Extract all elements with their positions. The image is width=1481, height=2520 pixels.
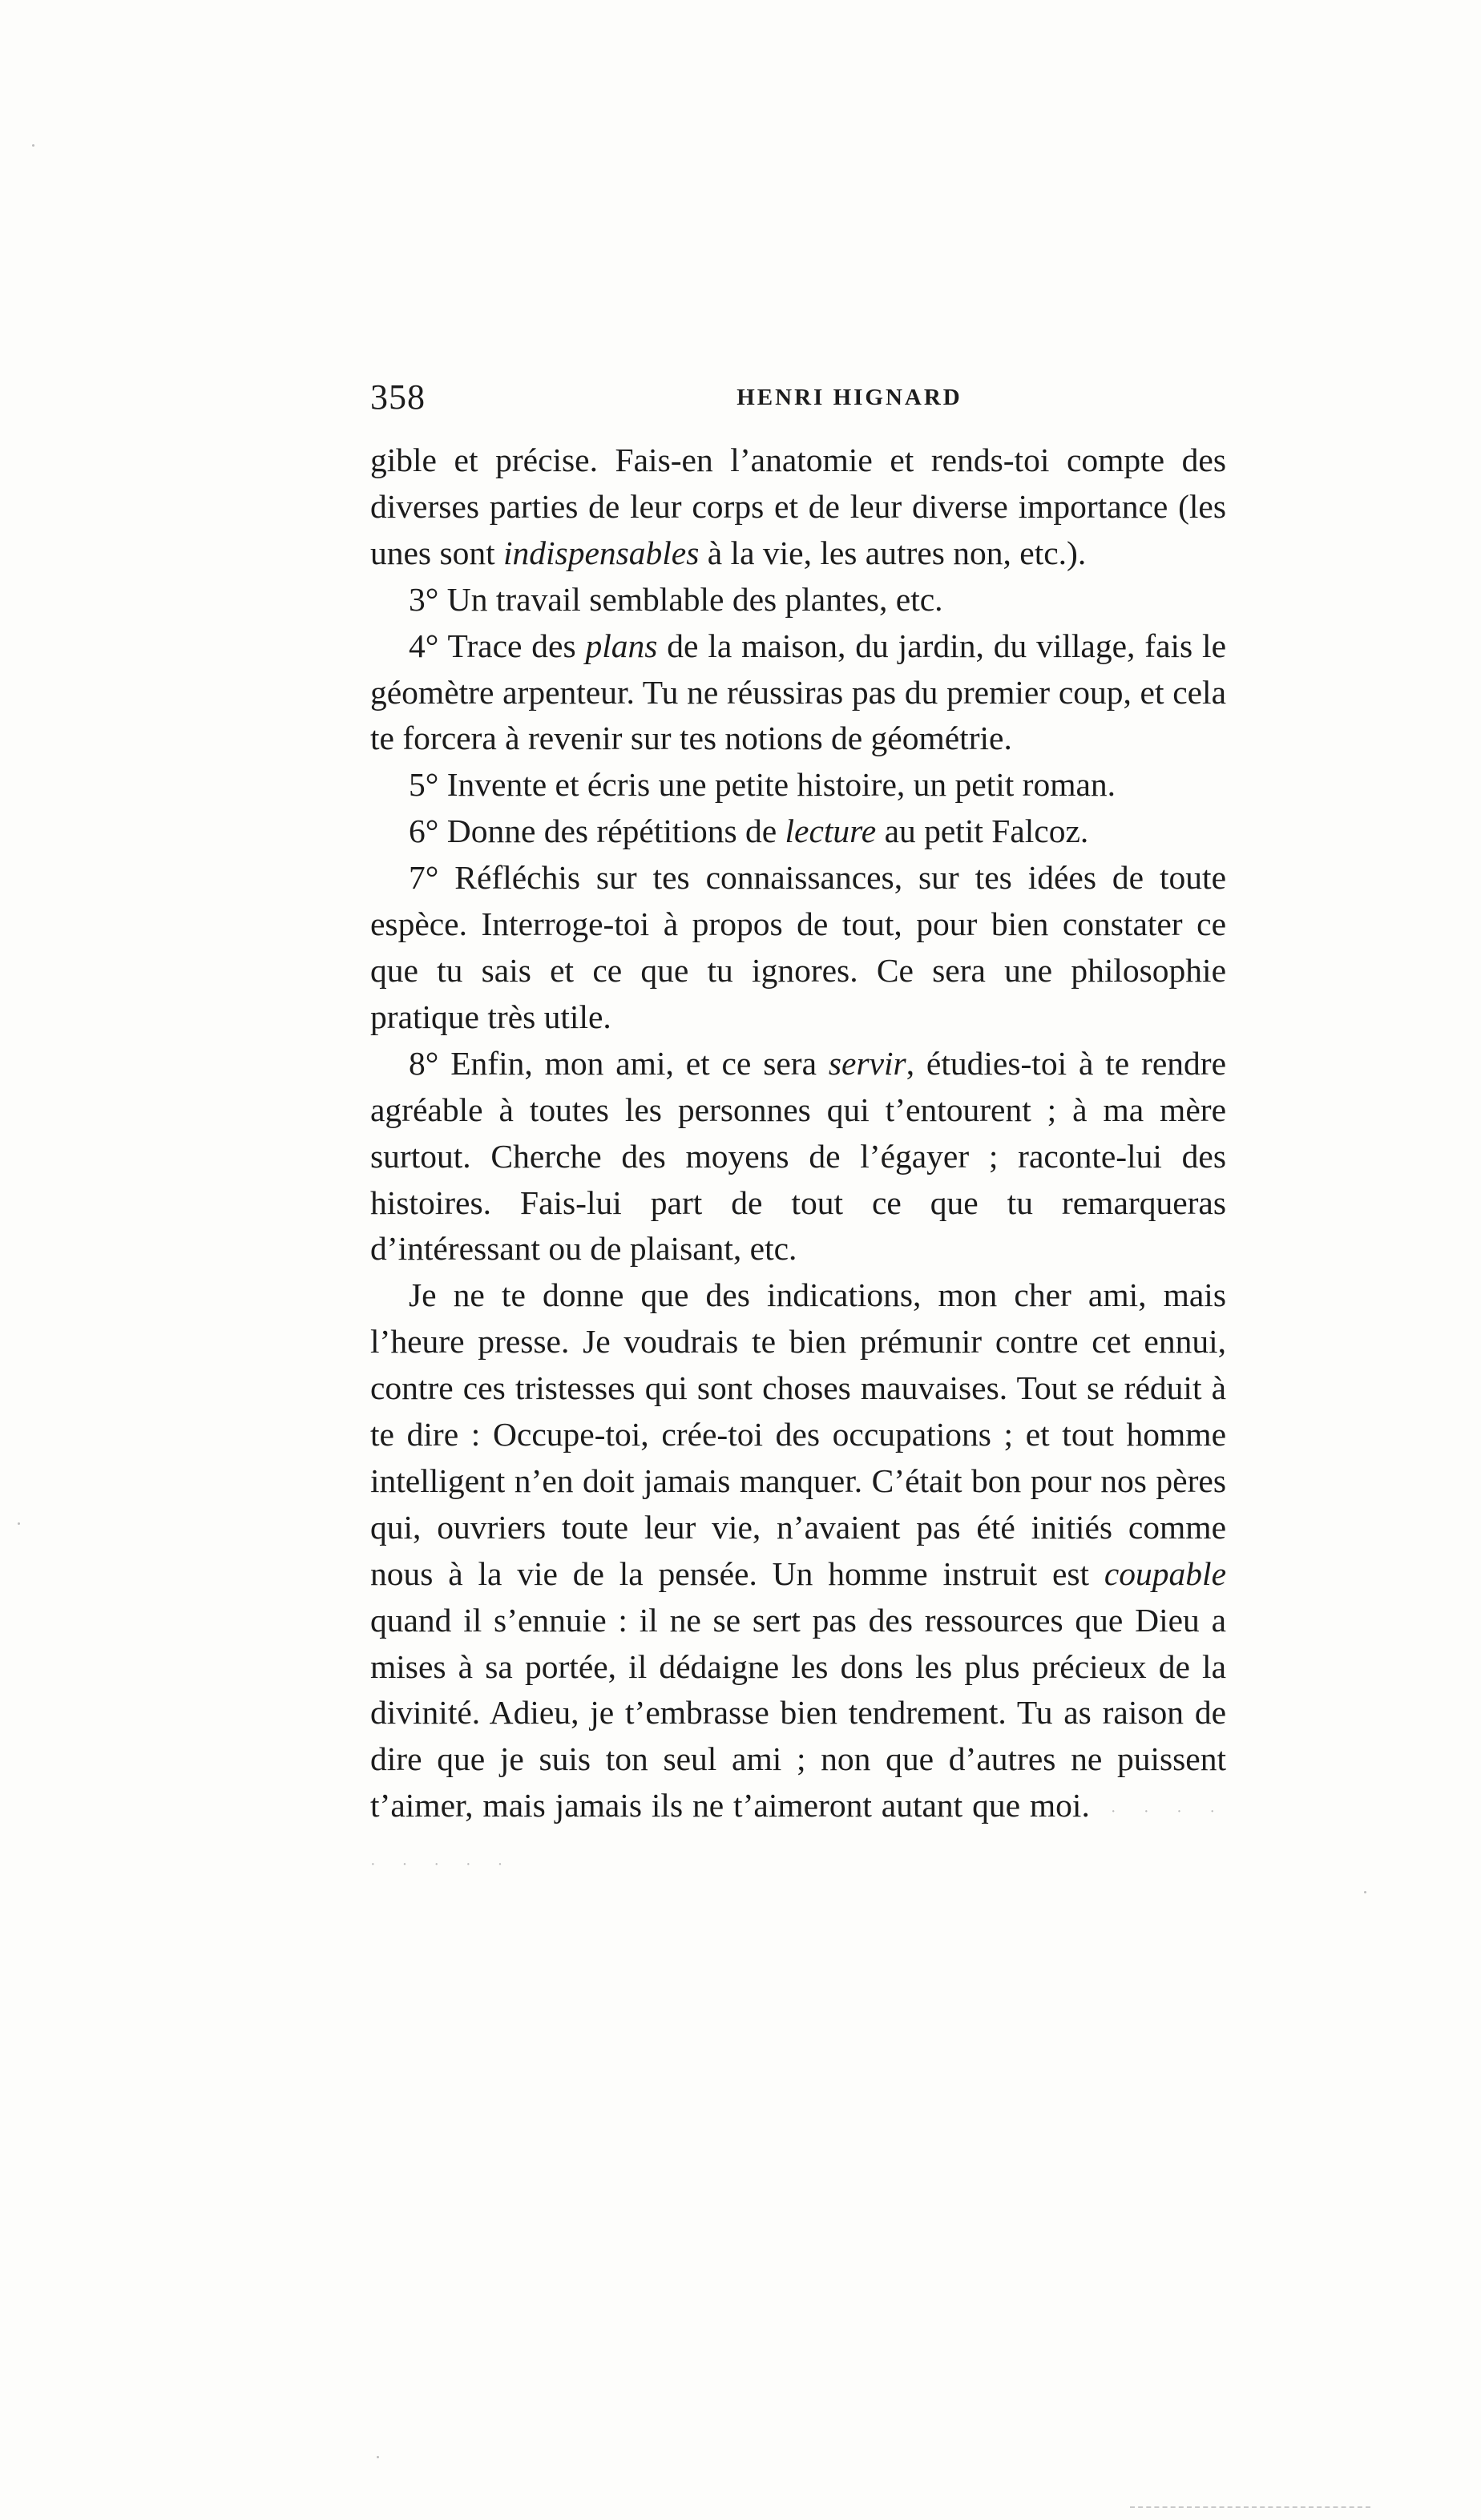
text-run: Je ne te donne que des indications, mon cher ami, mais l’heure presse. Je voudrais te bien prémunir contre cet ennui, contre ces tristesses qui sont choses mauvaises. Tout se réduit à te dire : Occupe-toi, crée-toi des occupations ; et tout homme intelligent n’en doit jamais manquer. C’était bon pour nos pères qui, ouvriers toute leur vie, n’avaient pas été initiés comme nous à la vie de la pensée. Un homme instruit est [370, 1276, 1226, 1592]
text-run: 3° Un travail semblable des plantes, etc. [409, 580, 943, 618]
running-title: HENRI HIGNARD [736, 385, 962, 410]
page-number: 358 [370, 377, 426, 417]
paragraph-item-4 [370, 623, 1226, 763]
paper-speck [377, 2456, 379, 2458]
emphasis-indispensables: indispensables [503, 534, 700, 571]
text-run: quand il s’ennuie : il ne se sert pas des ressources que Dieu a mises à sa portée, il dédaigne les dons les plus précieux de la divinité. Adieu, je t’embrasse bien tendrement. Tu as raison de dire que je suis ton seul ami ; non que d’autres ne puissent t’aimer, mais jamais ils ne t’aimeront autant que moi. [370, 1601, 1226, 1824]
paragraph-item-8 [370, 1041, 1226, 1273]
paragraph-item-5 [370, 762, 1226, 808]
emphasis-servir: servir [828, 1044, 906, 1082]
emphasis-coupable: coupable [1104, 1554, 1226, 1592]
paragraph-item-6 [370, 808, 1226, 855]
text-run: 4° Trace des [409, 627, 586, 664]
text-run: 5° Invente et écris une petite histoire, un petit roman. [409, 766, 1116, 804]
trailing-dots: · · · · · · · · · [370, 1803, 1227, 1874]
emphasis-plans: plans [585, 627, 658, 664]
text-run: de la maison, du jardin, du village, fais le géomètre arpenteur. Tu ne réussiras pas du premier coup, et cela te forcera à revenir sur tes notions de géométrie. [370, 627, 1226, 757]
text-run: 7° Réfléchis sur tes connaissances, sur tes idées de toute espèce. Interroge-toi à propos de tout, pour bien constater ce que tu sais et ce que tu ignores. Ce sera une philosophie pratique très utile. [370, 859, 1226, 1035]
text-run: au petit Falcoz. [876, 812, 1089, 850]
body-text [370, 437, 1226, 1889]
running-head [370, 377, 1236, 417]
text-run: 6° Donne des répétitions de [409, 812, 785, 850]
text-run: gible et précise. Fais-en l’anatomie et rends-toi compte des diverses parties de leur corps et de leur diverse importance (les unes sont [370, 442, 1226, 571]
paragraph-closing [370, 1272, 1226, 1889]
scan-edge-marks [1130, 2506, 1370, 2510]
paper-speck [18, 1522, 20, 1525]
paragraph-item-7 [370, 855, 1226, 1041]
text-run: , étudies-toi à te rendre agréable à toutes les personnes qui t’entourent ; à ma mère surtout. Cherche des moyens de l’égayer ; raconte-lui des histoires. Fais-lui part de tout ce que tu remarqueras d’intéressant ou de plaisant, etc. [370, 1044, 1227, 1268]
paragraph-item-3 [370, 577, 1226, 623]
paragraph-continued [370, 437, 1226, 577]
text-run: à la vie, les autres non, etc.). [699, 534, 1087, 571]
paper-speck [1364, 1891, 1366, 1893]
text-run: 8° Enfin, mon ami, et ce sera [409, 1044, 829, 1082]
paper-speck [32, 144, 34, 147]
emphasis-lecture: lecture [785, 812, 877, 850]
